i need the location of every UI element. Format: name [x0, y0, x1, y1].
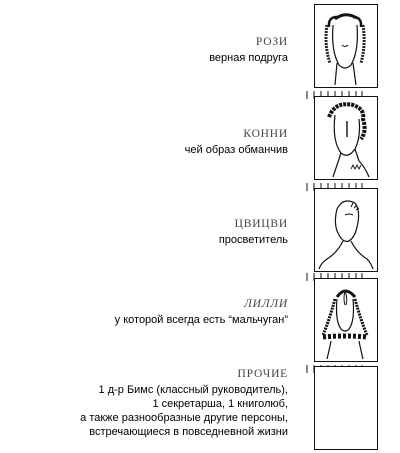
rosie-portrait — [314, 4, 378, 88]
character-desc: верная подруга — [209, 52, 288, 64]
entry-zwizwi — [219, 218, 288, 247]
character-name: ЛИЛЛИ — [244, 298, 288, 310]
character-name: РОЗИ — [255, 36, 288, 48]
entry-rosie — [209, 36, 288, 65]
portrait-strip — [302, 0, 398, 453]
character-desc: а также разнообразные другие персоны, — [80, 412, 288, 424]
character-desc: 1 секретарша, 1 книголюб, — [152, 398, 288, 410]
others-blank — [314, 366, 378, 450]
connie-portrait — [314, 96, 378, 180]
entry-lilli — [115, 298, 288, 327]
binding-rings — [304, 178, 364, 186]
lilli-portrait — [314, 278, 378, 362]
character-desc: чей образ обманчив — [184, 144, 288, 156]
character-desc: просветитель — [218, 234, 288, 246]
character-desc: у которой всегда есть “мальчуган” — [114, 314, 288, 326]
binding-rings — [304, 86, 364, 94]
entry-others — [80, 368, 288, 439]
zwizwi-portrait — [314, 188, 378, 272]
binding-rings — [304, 268, 364, 276]
character-name: ПРОЧИЕ — [237, 368, 288, 380]
character-name: КОННИ — [243, 128, 288, 140]
entry-connie — [185, 128, 288, 157]
character-name: ЦВИЦВИ — [234, 218, 288, 230]
character-desc: встречающиеся в повседневной жизни — [89, 426, 288, 438]
character-desc: 1 д-р Бимс (классный руководитель), — [98, 384, 288, 396]
